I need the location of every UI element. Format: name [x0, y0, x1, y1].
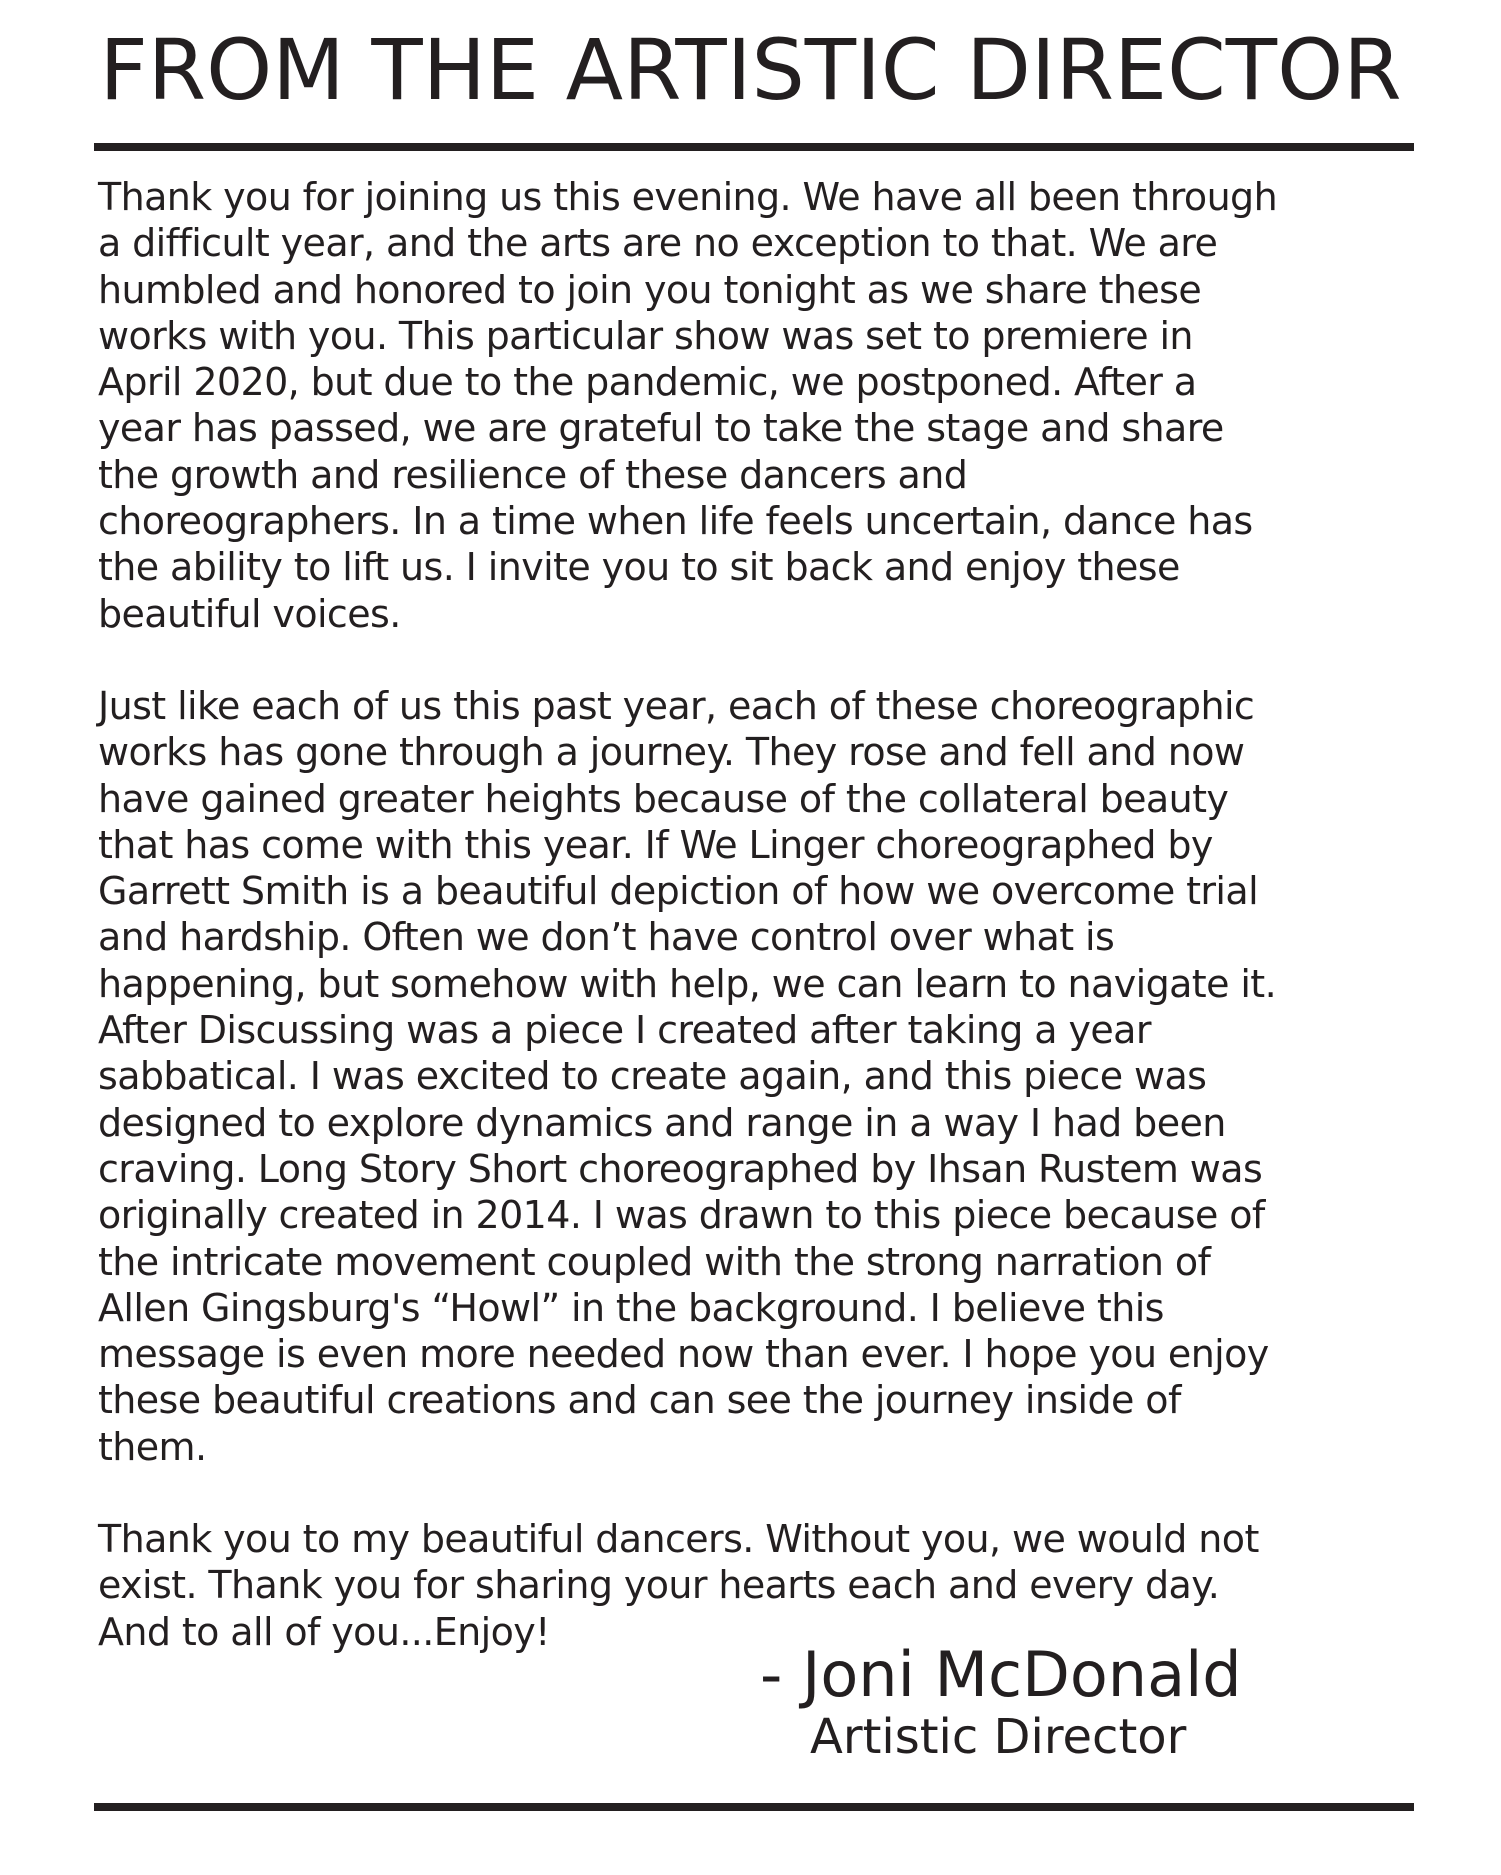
signature-name: - Joni McDonald: [760, 1638, 1242, 1711]
text-line: beautiful voices.: [98, 591, 401, 636]
text-line: the intricate movement coupled with the strong narration of: [98, 1239, 1211, 1284]
text-line: And to all of you...Enjoy!: [98, 1609, 550, 1654]
text-line: sabbatical. I was excited to create again, and this piece was: [98, 1054, 1207, 1099]
text-line: happening, but somehow with help, we can learn to navigate it.: [98, 961, 1277, 1006]
paragraph-intro: [98, 174, 1428, 637]
letter-body: [98, 174, 1428, 1655]
text-line: originally created in 2014. I was drawn to this piece because of: [98, 1193, 1265, 1238]
text-line: that has come with this year. If We Linger choreographed by: [98, 822, 1213, 867]
text-line: humbled and honored to join you tonight as we share these: [98, 267, 1202, 312]
text-line: April 2020, but due to the pandemic, we postponed. After a: [98, 360, 1197, 405]
text-line: works with you. This particular show was set to premiere in: [98, 313, 1193, 358]
text-line: the ability to lift us. I invite you to sit back and enjoy these: [98, 545, 1180, 590]
text-line: have gained greater heights because of the collateral beauty: [98, 776, 1229, 821]
text-line: craving. Long Story Short choreographed by Ihsan Rustem was: [98, 1146, 1263, 1191]
signature-block: [760, 1640, 1360, 1764]
signature-role: Artistic Director: [810, 1709, 1187, 1765]
text-line: works has gone through a journey. They rose and fell and now: [98, 730, 1245, 775]
paragraph-thanks: [98, 1516, 1428, 1655]
text-line: Thank you for joining us this evening. We have all been through: [98, 175, 1278, 219]
text-line: these beautiful creations and can see the journey inside of: [98, 1378, 1181, 1423]
top-divider: [94, 143, 1414, 151]
text-line: Just like each of us this past year, each of these choreographic: [98, 683, 1255, 728]
text-line: After Discussing was a piece I created after taking a year: [98, 1008, 1151, 1053]
text-line: year has passed, we are grateful to take the stage and share: [98, 406, 1224, 451]
text-line: a difficult year, and the arts are no exception to that. We are: [98, 221, 1218, 266]
text-line: exist. Thank you for sharing your hearts each and every day.: [98, 1563, 1220, 1608]
text-line: message is even more needed now than ever. I hope you enjoy: [98, 1332, 1269, 1377]
text-line: designed to explore dynamics and range in a way I had been: [98, 1100, 1226, 1145]
text-line: Thank you to my beautiful dancers. Without you, we would not: [98, 1517, 1259, 1562]
text-line: Garrett Smith is a beautiful depiction of how we overcome trial: [98, 869, 1259, 914]
paragraph-works: [98, 683, 1428, 1470]
text-line: and hardship. Often we don’t have control over what is: [98, 915, 1115, 960]
text-line: the growth and resilience of these dancers and: [98, 452, 968, 497]
bottom-divider: [94, 1803, 1414, 1811]
text-line: them.: [98, 1424, 207, 1469]
text-line: choreographers. In a time when life feels uncertain, dance has: [98, 499, 1253, 544]
page-title: FROM THE ARTISTIC DIRECTOR: [99, 21, 1402, 119]
text-line: Allen Gingsburg's “Howl” in the background. I believe this: [98, 1285, 1164, 1330]
